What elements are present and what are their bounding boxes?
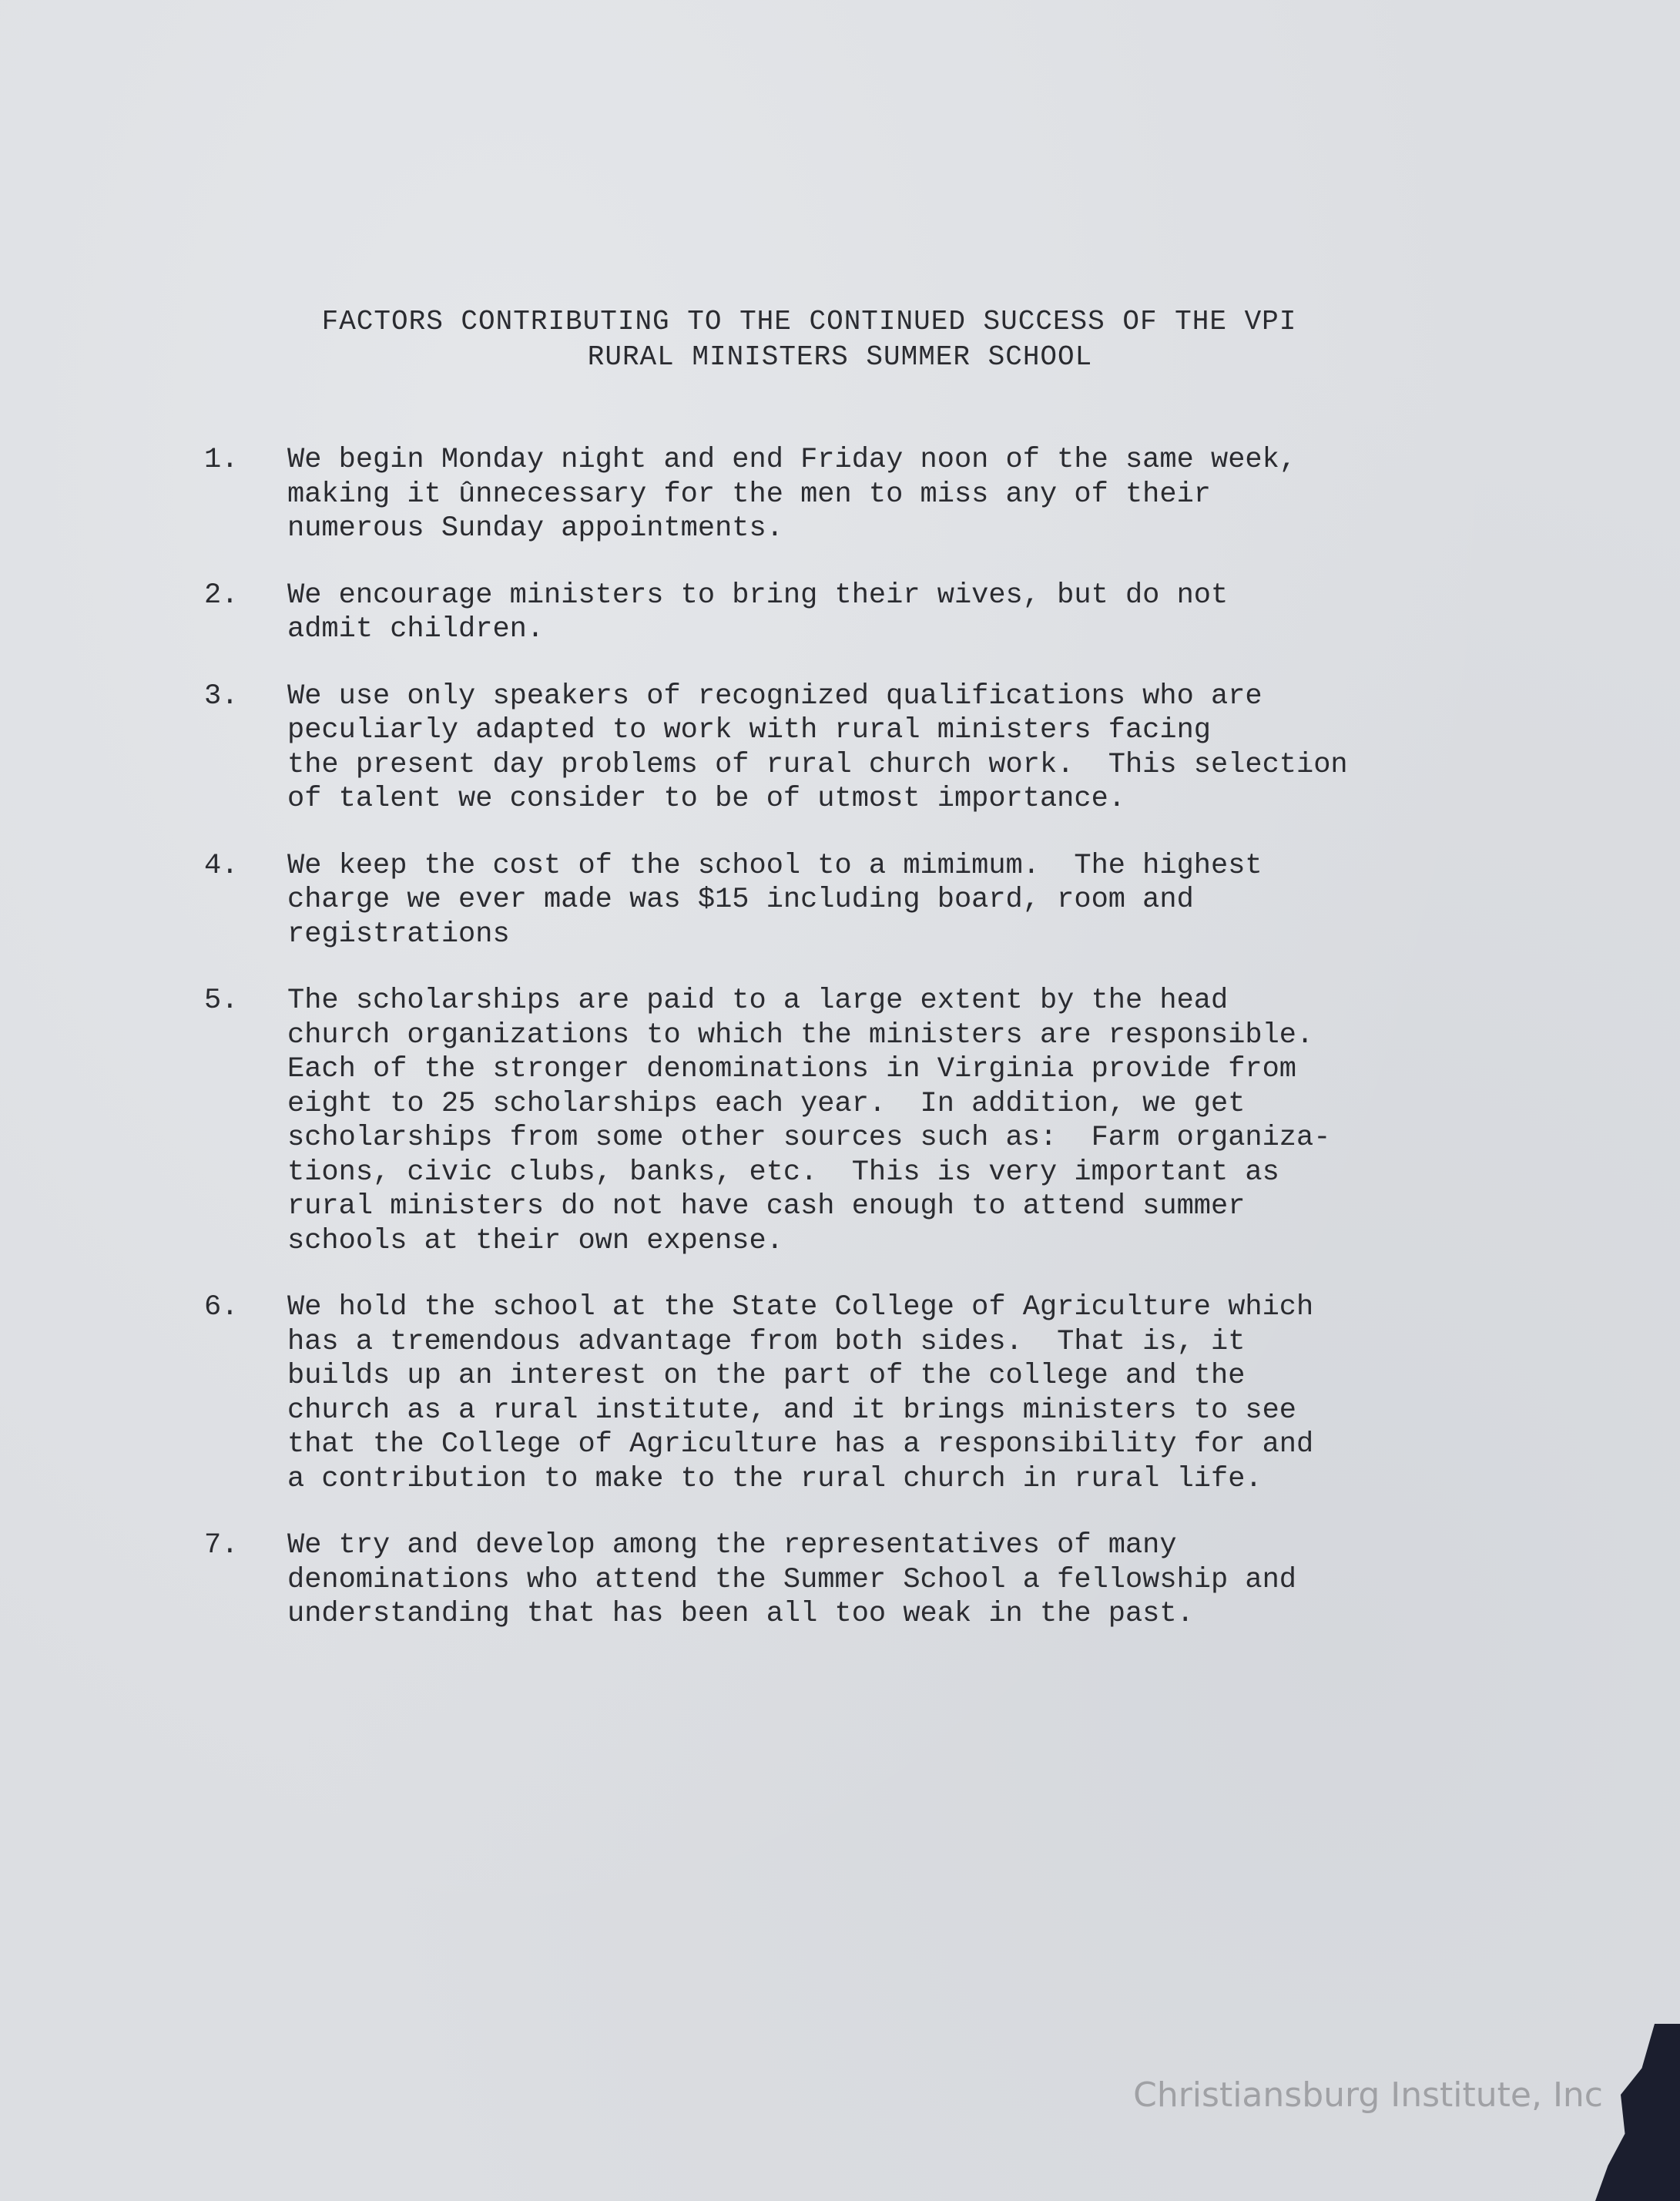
title-line-2: RURAL MINISTERS SUMMER SCHOOL bbox=[587, 341, 1093, 373]
item-line: peculiarly adapted to work with rural ministers facing bbox=[287, 714, 1211, 747]
item-line: Each of the stronger denominations in Virginia provide from bbox=[287, 1053, 1297, 1085]
factors-list bbox=[204, 443, 1560, 1664]
item-line: the present day problems of rural church work. This selection bbox=[287, 748, 1348, 781]
item-number: 2. bbox=[204, 579, 239, 612]
watermark: Christiansburg Institute, Inc bbox=[1133, 2075, 1603, 2115]
item-line: eight to 25 scholarships each year. In addition, we get bbox=[287, 1087, 1246, 1120]
list-item bbox=[204, 984, 1560, 1258]
item-number: 5. bbox=[204, 985, 239, 1017]
item-number: 3. bbox=[204, 679, 239, 713]
item-line: schools at their own expense. bbox=[287, 1224, 783, 1257]
list-item bbox=[204, 849, 1560, 952]
item-line: admit children. bbox=[287, 613, 545, 646]
item-number: 6. bbox=[204, 1291, 239, 1324]
item-line: tions, civic clubs, banks, etc. This is very important as bbox=[287, 1156, 1279, 1189]
item-line: We keep the cost of the school to a mimimum. The highest bbox=[287, 849, 1263, 882]
item-line: that the College of Agriculture has a responsibility for and bbox=[287, 1428, 1314, 1461]
list-item bbox=[204, 1290, 1560, 1496]
item-line: denominations who attend the Summer School a fellowship and bbox=[287, 1563, 1297, 1596]
item-line: The scholarships are paid to a large extent by the head bbox=[287, 985, 1229, 1017]
list-item bbox=[204, 443, 1560, 546]
item-number: 7. bbox=[204, 1529, 239, 1562]
document-title bbox=[0, 304, 1680, 375]
item-number: 4. bbox=[204, 849, 239, 882]
item-line: rural ministers do not have cash enough to attend summer bbox=[287, 1190, 1246, 1223]
item-line: numerous Sunday appointments. bbox=[287, 512, 783, 545]
item-line: builds up an interest on the part of the college and the bbox=[287, 1360, 1246, 1392]
item-line: of talent we consider to be of utmost importance. bbox=[287, 783, 1125, 815]
item-line: making it ûnnecessary for the men to miss any of their bbox=[287, 478, 1211, 511]
item-line: We begin Monday night and end Friday noon of the same week, bbox=[287, 444, 1297, 476]
item-number: 1. bbox=[204, 444, 239, 476]
item-line: charge we ever made was $15 including board, room and bbox=[287, 884, 1194, 916]
list-item bbox=[204, 1528, 1560, 1632]
list-item bbox=[204, 579, 1560, 647]
item-line: understanding that has been all too weak in the past. bbox=[287, 1598, 1194, 1630]
list-item bbox=[204, 679, 1560, 817]
item-line: a contribution to make to the rural church in rural life. bbox=[287, 1462, 1263, 1495]
item-line: We use only speakers of recognized qualifications who are bbox=[287, 679, 1263, 713]
item-line: registrations bbox=[287, 918, 510, 951]
item-line: church as a rural institute, and it brings ministers to see bbox=[287, 1394, 1297, 1427]
title-line-1: FACTORS CONTRIBUTING TO THE CONTINUED SUCCESS OF THE VPI bbox=[321, 306, 1297, 337]
item-line: church organizations to which the ministers are responsible. bbox=[287, 1018, 1314, 1052]
item-line: We try and develop among the representatives of many bbox=[287, 1529, 1177, 1562]
item-line: has a tremendous advantage from both sides. That is, it bbox=[287, 1325, 1246, 1358]
item-line: We encourage ministers to bring their wives, but do not bbox=[287, 579, 1229, 612]
item-line: scholarships from some other sources such as: Farm organiza- bbox=[287, 1122, 1331, 1154]
item-line: We hold the school at the State College of Agriculture which bbox=[287, 1291, 1314, 1324]
